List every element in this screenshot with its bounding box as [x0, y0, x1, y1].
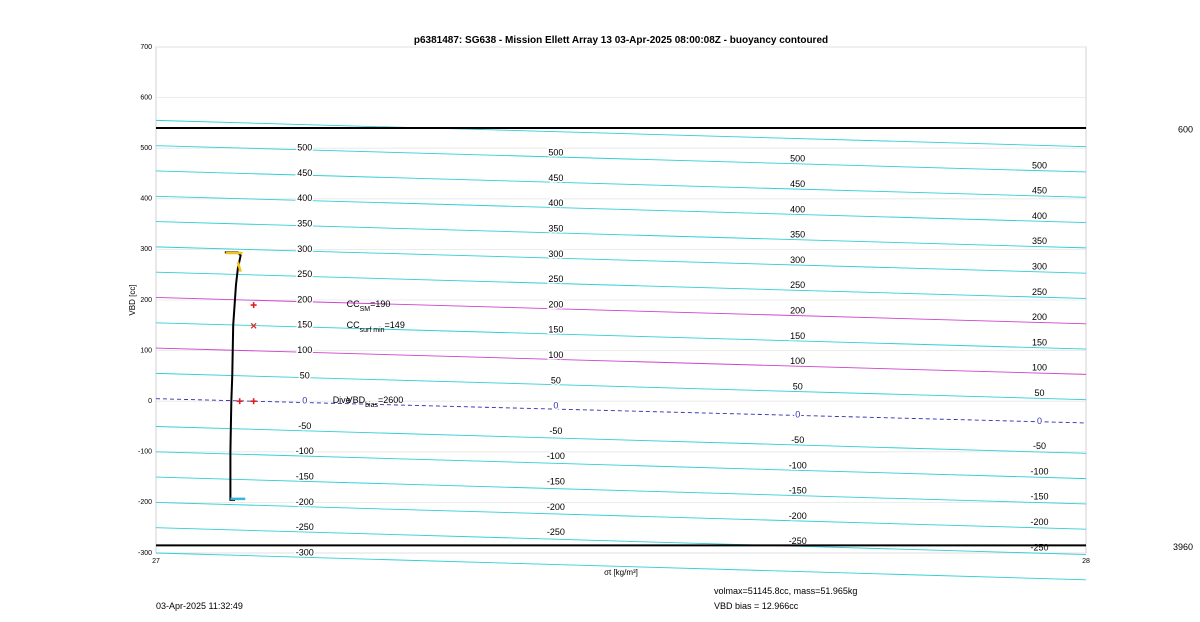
print-timestamp: 03-Apr-2025 11:32:49 — [156, 601, 243, 611]
contour-label: 350 — [548, 223, 564, 234]
contour-label: 250 — [548, 274, 564, 285]
annotation: $CC_{surf min}=149$ — [346, 320, 405, 334]
contour-label: -250 — [546, 527, 565, 538]
contour-label: 350 — [790, 229, 806, 240]
contour-label: 500 — [790, 153, 806, 164]
contour-label: 200 — [297, 294, 313, 305]
contour-label: -250 — [295, 522, 314, 533]
annotation: $CC_{SM}=190$ — [346, 299, 391, 313]
vbd-bias-text: VBD bias = 12.966cc — [714, 601, 799, 611]
contour-label: 500 — [548, 147, 564, 158]
contour-label: 150 — [790, 330, 806, 341]
contour-label: 200 — [1031, 312, 1048, 323]
contour-label: 500 — [1031, 160, 1048, 171]
contour-label: 100 — [790, 356, 806, 367]
plot-area — [128, 44, 1193, 580]
contour-label: 200 — [548, 299, 564, 310]
y-tick-label: 200 — [140, 296, 152, 304]
y-tick-label: -100 — [137, 448, 152, 456]
contour-label: 400 — [548, 198, 564, 209]
y-tick-label: 0 — [148, 398, 152, 406]
contour-label: 0 — [302, 395, 308, 406]
y-axis-label: VBD [cc] — [128, 284, 138, 316]
contour-label: 400 — [790, 204, 806, 215]
contour-label: 0 — [1036, 415, 1043, 426]
limit-label: 600 — [1177, 124, 1193, 135]
contour-label: 450 — [1031, 185, 1048, 196]
contour-label: 250 — [1031, 286, 1048, 297]
volmax-text: volmax=51145.8cc, mass=51.965kg — [714, 586, 858, 596]
contour-label: -200 — [546, 501, 565, 512]
contour-label: 300 — [1031, 261, 1048, 272]
contour-label: 100 — [297, 344, 313, 355]
contour-label: 250 — [297, 269, 313, 280]
contour-label: 400 — [1031, 210, 1048, 221]
y-tick-label: 600 — [140, 94, 152, 102]
y-tick-label: 500 — [140, 145, 152, 153]
contour-label: 150 — [297, 319, 313, 330]
x-axis-label: σt [kg/m³] — [604, 568, 638, 578]
y-tick-label: 400 — [140, 195, 152, 203]
contour-label: 350 — [297, 218, 313, 229]
contour-label: 450 — [790, 179, 806, 190]
contour-label: -100 — [546, 451, 565, 462]
contour-label: 50 — [792, 381, 803, 392]
contour-label: -150 — [546, 476, 565, 487]
contour-label: 300 — [297, 243, 313, 254]
contour-label: 150 — [1031, 337, 1048, 348]
contour-label: 50 — [299, 370, 310, 381]
y-tick-label: 700 — [140, 43, 152, 51]
contour-label: -50 — [298, 420, 312, 431]
contour-label: 0 — [553, 400, 559, 411]
contour-label: -250 — [1030, 542, 1049, 553]
contour-label: -150 — [1030, 491, 1049, 502]
contour-label: -200 — [1030, 517, 1049, 528]
contour-label: 300 — [790, 254, 806, 265]
contour-label: -50 — [549, 425, 563, 436]
contour-label: 450 — [297, 167, 313, 178]
x-tick-label: 28 — [1082, 557, 1090, 565]
contour-label: -250 — [788, 536, 807, 547]
contour-label: -100 — [788, 460, 807, 471]
y-tick-label: -200 — [137, 499, 152, 507]
annotation: Dive — [332, 395, 351, 406]
contour-label: 250 — [790, 280, 806, 291]
contour-label: -100 — [295, 446, 314, 457]
contour-label: 100 — [548, 350, 564, 361]
contour-label: 300 — [548, 248, 564, 259]
contour-label: -50 — [791, 435, 805, 446]
y-tick-label: 100 — [140, 347, 152, 355]
annotation: $VBD_{bias}=2600$ — [346, 395, 404, 410]
contour-label: 50 — [1034, 387, 1045, 398]
chart-title: p6381487: SG638 - Mission Ellett Array 13 03-Apr-2025 08:00:08Z - buoyancy contoured — [413, 35, 829, 46]
contour-label: 150 — [548, 324, 564, 335]
contour-label: 0 — [795, 409, 801, 420]
contour-label: -100 — [1030, 466, 1049, 477]
contour-label: 200 — [790, 305, 806, 316]
contour-label: 500 — [297, 142, 313, 153]
contour-label: 50 — [550, 375, 561, 386]
contour-label: -300 — [295, 547, 314, 558]
contour-label: -150 — [295, 471, 314, 482]
contour-label: 100 — [1031, 362, 1048, 373]
x-tick-label: 27 — [152, 557, 160, 565]
y-tick-label: -300 — [137, 549, 152, 557]
contour-label: -200 — [788, 510, 807, 521]
contour-label: 400 — [297, 193, 313, 204]
contour-label: -150 — [788, 485, 807, 496]
contour-label: -50 — [1032, 441, 1047, 452]
contour-label: 450 — [548, 172, 564, 183]
contour-label: -200 — [295, 496, 314, 507]
limit-label: 3960 — [1172, 541, 1193, 552]
y-tick-label: 300 — [140, 246, 152, 254]
contour-label: 350 — [1031, 236, 1048, 247]
